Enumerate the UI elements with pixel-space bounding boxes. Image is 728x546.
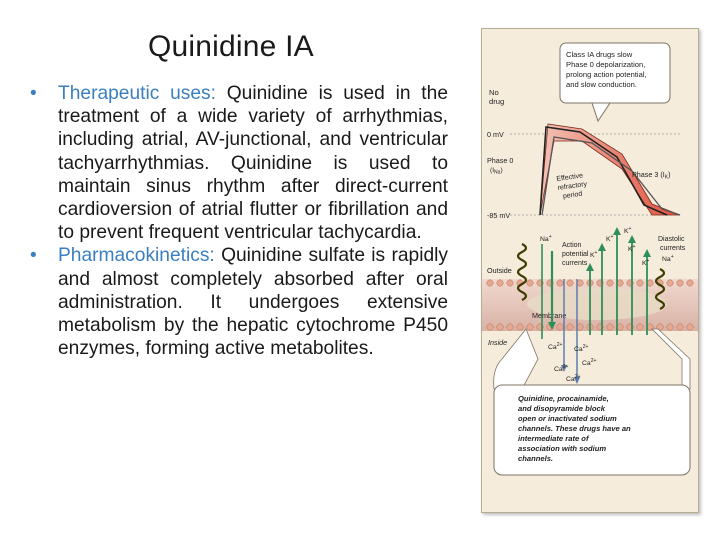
bullet-dot-icon: •	[30, 245, 37, 267]
bullet-text: Quinidine sulfate is rapidly and almost completely absorbed after oral administration. It undergoes extensive metabolism by the hepatic cytochrome P450 enzymes, forming active metabolites.	[58, 245, 448, 360]
diastolic-label: Diastolic	[658, 236, 685, 243]
diastolic-label: currents	[660, 245, 686, 252]
erp-label: Effective	[556, 172, 584, 184]
callout-bottom-line: channels.	[518, 454, 554, 463]
ca-label: $Ca^{2+}$	[548, 342, 563, 351]
bullet-dot-icon: •	[30, 83, 37, 104]
bullet-text: Quinidine is used in the treatment of a wide variety of arrhythmias, including atrial, AV-junctional, and ventricular tachyarrhythmias. Quinidine is used to maintain sinus rhythm after direct-current cardioversion of atrial flutter or fibrillation and to prevent frequent ventricular tachycardia.	[58, 83, 448, 244]
callout-top-line: and slow conduction.	[566, 80, 637, 89]
callout-bottom-line: open or inactivated sodium	[518, 414, 617, 423]
callout-top	[560, 43, 670, 121]
callout-top-line: Phase 0 depolarization,	[566, 60, 646, 69]
na-label: Na+	[662, 254, 674, 263]
callout-bottom-line: intermediate rate of	[518, 434, 589, 443]
callout-bottom-line: channels. These drugs have an	[518, 424, 631, 433]
no-drug-label: No	[489, 88, 499, 97]
inside-label: Inside	[488, 338, 508, 347]
k-label: K+	[624, 226, 632, 235]
slide-title: Quinidine IA	[148, 30, 314, 63]
phase3-label: Phase 3 $(I_K)$	[632, 170, 671, 181]
membrane-label: Membrane	[532, 311, 567, 320]
action-currents-label: potential	[562, 251, 589, 258]
k-label: K+	[590, 250, 598, 259]
ca-label: $Ca^{2+}$	[574, 344, 589, 353]
ca-label: $Ca^{2+}$	[566, 374, 581, 383]
no-drug-label: drug	[489, 97, 505, 106]
bullet-pharmacokinetics	[30, 244, 448, 360]
callout-top-line: Class IA drugs slow	[566, 50, 633, 59]
k-label: K+	[628, 244, 636, 253]
slide-content	[30, 82, 448, 360]
na-label: Na+	[540, 234, 552, 243]
callout-bottom-line: and disopyramide block	[518, 404, 605, 413]
action-currents-label: Action	[562, 242, 582, 249]
callout-bottom-line: Quinidine, procainamide,	[518, 394, 609, 403]
erp-label: refractory	[557, 180, 588, 192]
bullet-keyword: Therapeutic uses:	[58, 83, 216, 104]
erp-label: period	[562, 190, 583, 201]
callout-top-line: prolong action potential,	[566, 70, 647, 79]
callout-bottom-line: association with sodium	[518, 444, 607, 453]
bullet-keyword: Pharmacokinetics:	[58, 245, 215, 267]
minus85-label: -85 mV	[487, 211, 511, 220]
mechanism-figure	[481, 28, 699, 513]
zero-mv-label: 0 mV	[487, 130, 504, 139]
phase0-sub: $(I_{Na})$	[490, 167, 503, 176]
action-potential-plot	[487, 88, 682, 220]
bullet-therapeutic-uses	[30, 82, 448, 244]
action-currents-label: currents	[562, 260, 588, 267]
ca-label: $Ca^{2+}$	[582, 358, 597, 367]
k-label: K+	[606, 234, 614, 243]
ca-label: $Ca^{2+}$	[554, 364, 569, 373]
mechanism-diagram	[482, 29, 698, 512]
outside-label: Outside	[487, 266, 512, 275]
k-label: K+	[642, 258, 650, 267]
phase0-label: Phase 0	[487, 156, 514, 165]
